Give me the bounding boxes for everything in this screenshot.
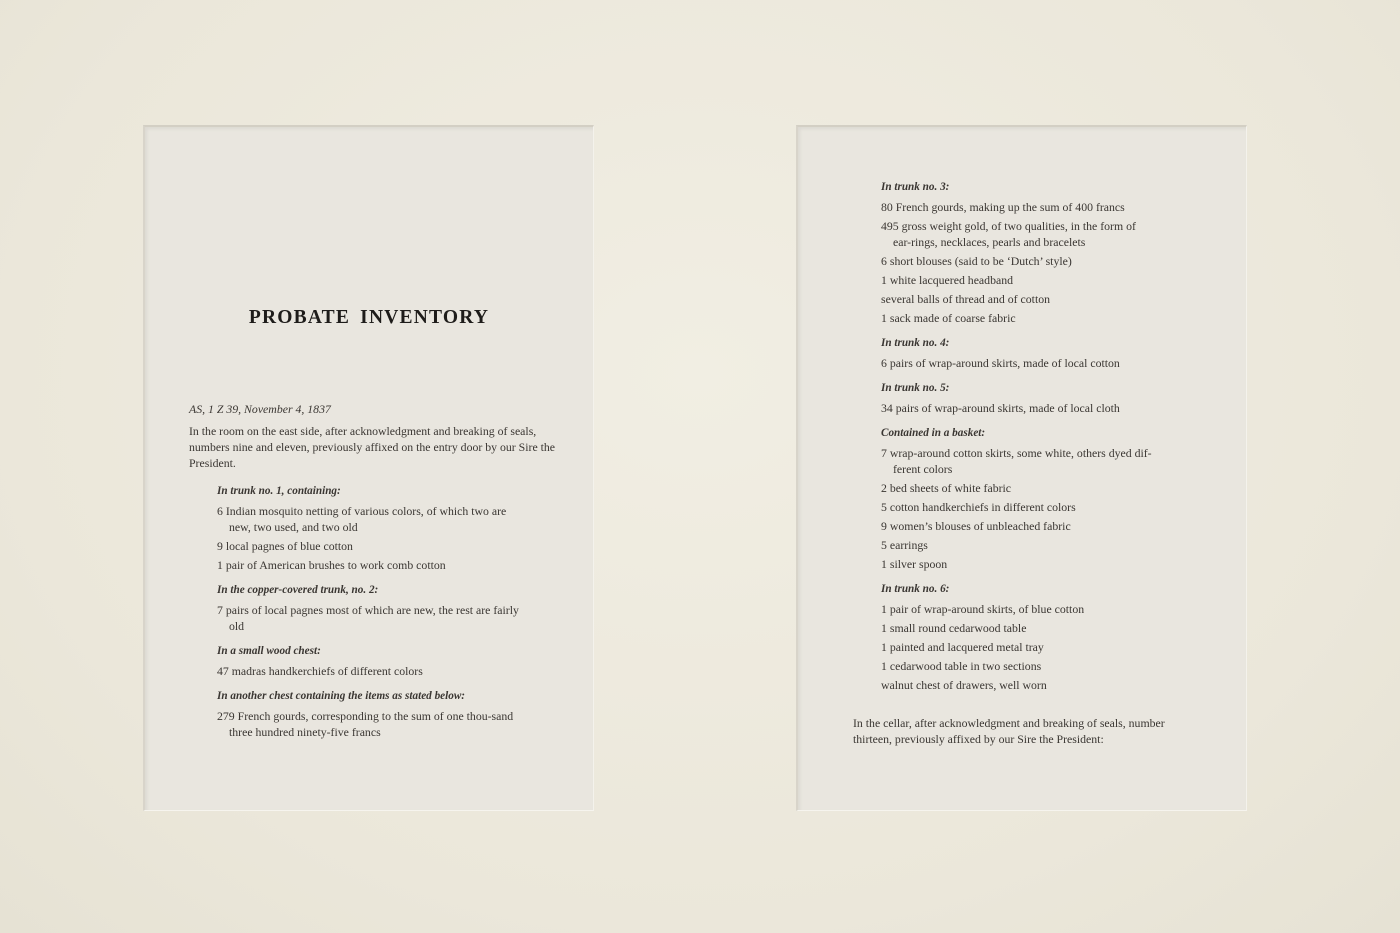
archive-reference: AS, 1 Z 39, November 4, 1837 (189, 402, 331, 416)
inventory-item: 1 small round cedarwood table (881, 621, 1027, 635)
inventory-item: 9 local pagnes of blue cotton (217, 539, 353, 553)
inventory-section (189, 688, 559, 740)
inventory-section (881, 425, 1156, 572)
inventory-item: 279 French gourds, corresponding to the sum of one thou-sand three hundred ninety-five francs (217, 709, 514, 739)
inventory-section (189, 582, 559, 634)
left-document-page (143, 125, 594, 811)
section-heading: In another chest containing the items as stated below: (217, 690, 466, 702)
section-heading: In trunk no. 1, containing: (217, 485, 341, 497)
inventory-item: 1 painted and lacquered metal tray (881, 640, 1044, 654)
left-page-body (189, 401, 559, 749)
section-heading: In trunk no. 5: (881, 382, 950, 394)
inventory-item: 1 pair of wrap-around skirts, of blue cotton (881, 602, 1085, 616)
section-heading: In trunk no. 3: (881, 181, 950, 193)
inventory-section (881, 581, 1156, 693)
left-sections (189, 483, 559, 740)
inventory-item: 1 cedarwood table in two sections (881, 659, 1042, 673)
closing-paragraph: In the cellar, after acknowledgment and breaking of seals, number thirteen, previously affixed by our Sire the President: (853, 716, 1165, 746)
inventory-section (189, 643, 559, 679)
right-sections (881, 179, 1156, 693)
inventory-section (881, 380, 1156, 416)
inventory-item: 9 women’s blouses of unbleached fabric (881, 519, 1071, 533)
page-title: PROBATE INVENTORY (248, 307, 490, 328)
inventory-item: 6 Indian mosquito netting of various colors, of which two are new, two used, and two old (217, 504, 507, 534)
inventory-item: several balls of thread and of cotton (881, 292, 1051, 306)
intro-paragraph: In the room on the east side, after acknowledgment and breaking of seals, numbers nine and eleven, previously affixed on the entry door by our Sire the President. (189, 424, 556, 470)
inventory-section (189, 483, 559, 573)
inventory-item: 2 bed sheets of white fabric (881, 481, 1012, 495)
inventory-item: 7 pairs of local pagnes most of which are new, the rest are fairly old (217, 603, 519, 633)
section-heading: In trunk no. 6: (881, 583, 950, 595)
section-heading: Contained in a basket: (881, 427, 986, 439)
inventory-item: walnut chest of drawers, well worn (881, 678, 1047, 692)
inventory-item: 1 sack made of coarse fabric (881, 311, 1016, 325)
inventory-item: 5 cotton handkerchiefs in different colors (881, 500, 1076, 514)
inventory-section (881, 335, 1156, 371)
section-heading: In trunk no. 4: (881, 337, 950, 349)
inventory-item: 7 wrap-around cotton skirts, some white, others dyed dif-ferent colors (881, 446, 1152, 476)
section-heading: In a small wood chest: (217, 645, 321, 657)
inventory-item: 80 French gourds, making up the sum of 400 francs (881, 200, 1125, 214)
inventory-item: 495 gross weight gold, of two qualities, in the form of ear-rings, necklaces, pearls and bracelets (881, 219, 1136, 249)
inventory-item: 34 pairs of wrap-around skirts, made of local cloth (881, 401, 1120, 415)
inventory-item: 1 white lacquered headband (881, 273, 1014, 287)
inventory-item: 1 pair of American brushes to work comb cotton (217, 558, 446, 572)
inventory-item: 5 earrings (881, 538, 928, 552)
right-page-body (853, 179, 1165, 759)
inventory-item: 47 madras handkerchiefs of different colors (217, 664, 423, 678)
section-heading: In the copper-covered trunk, no. 2: (217, 584, 379, 596)
right-document-page (796, 125, 1247, 811)
inventory-item: 6 pairs of wrap-around skirts, made of local cotton (881, 356, 1120, 370)
inventory-item: 6 short blouses (said to be ‘Dutch’ style) (881, 254, 1072, 268)
inventory-section (881, 179, 1156, 326)
inventory-item: 1 silver spoon (881, 557, 948, 571)
